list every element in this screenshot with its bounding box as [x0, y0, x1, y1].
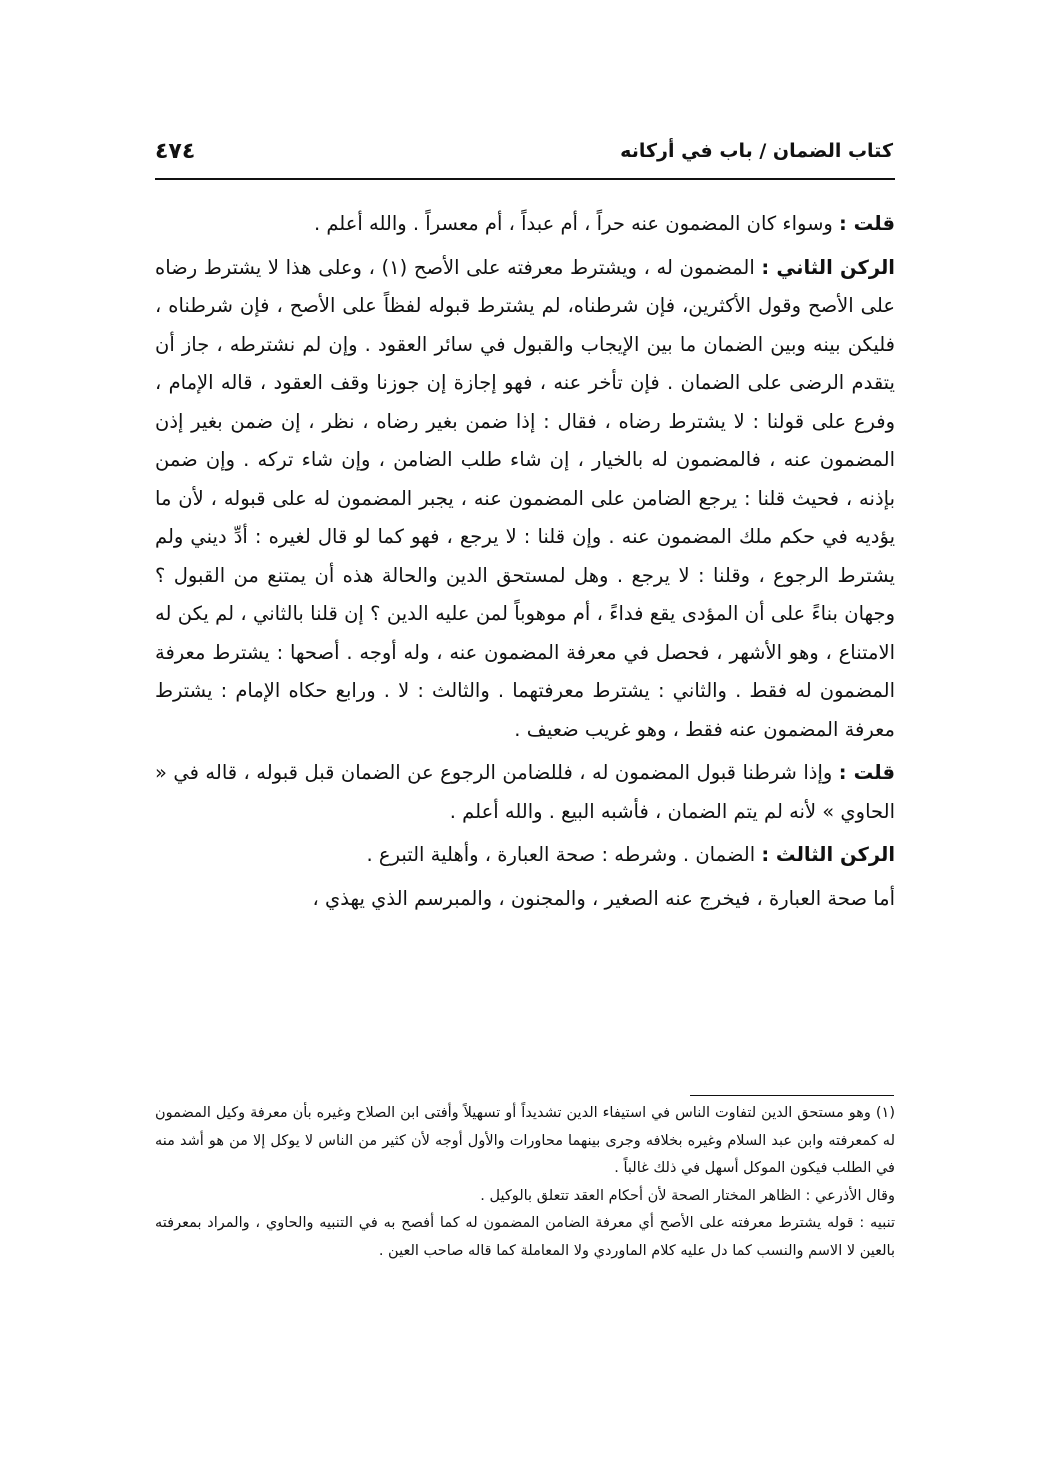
paragraph-4-text: الضمان . وشرطه : صحة العبارة ، وأهلية التبرع . — [366, 843, 762, 866]
paragraph-1-text: وسواء كان المضمون عنه حراً ، أم عبداً ، أم معسراً . والله أعلم . — [313, 212, 840, 235]
paragraph-2 — [155, 249, 895, 750]
footnotes — [155, 1100, 895, 1265]
paragraph-2-lead: الركن الثاني : — [761, 255, 895, 279]
footnote-3: تنبيه : قوله يشترط معرفته على الأصح أي معرفة الضامن المضمون له كما أفصح به في التنبيه والحاوي ، والمراد بمعرفته بالعين لا الاسم والنسب كما دل عليه كلام الماوردي ولا المعاملة كما قاله صاحب العين . — [155, 1215, 895, 1259]
page-number: ٤٧٤ — [155, 138, 196, 164]
paragraph-1-lead: قلت : — [839, 212, 895, 235]
footnote-1: (١) وهو مستحق الدين لتفاوت الناس في استيفاء الدين تشديداً أو تسهيلاً وأفتى ابن الصلاح وغيره بأن معرفة وكيل المضمون له كمعرفته وابن عبد السلام وغيره بخلافه وجرى بينهما محاورات والأول أوجه لأن كثير من الناس لا يوكل إلا من هو أشد منه في الطلب فيكون الموكل أسهل في ذلك غالباً . — [155, 1105, 895, 1176]
paragraph-3 — [155, 754, 895, 831]
header-rule — [155, 178, 895, 180]
main-text — [155, 205, 895, 923]
running-title: كتاب الضمان / باب في أركانه — [620, 140, 893, 162]
paragraph-2-text: المضمون له ، ويشترط معرفته على الأصح (١) ، وعلى هذا لا يشترط رضاه على الأصح وقول الأكثرين، فإن شرطناه، لم يشترط قبوله لفظاً على الأصح ، فإن شرطناه ، فليكن بينه وبين الضمان ما بين الإيجاب والقبول في سائر العقود . وإن لم نشترطه ، جاز أن يتقدم الرضى على الضمان . فإن تأخر عنه ، فهو إجازة إن جوزنا وقف العقود ، قاله الإمام ، وفرع على قولنا : لا يشترط رضاه ، فقال : إذا ضمن بغير رضاه ، نظر ، إن ضمن بغير إذن المضمون عنه ، فالمضمون له بالخيار ، إن شاء طلب الضامن ، وإن شاء تركه . وإن ضمن بإذنه ، فحيث قلنا : يرجع الضامن على المضمون عنه ، يجبر المضمون له على قبوله ، لأن ما يؤديه في حكم ملك المضمون عنه . وإن قلنا : لا يرجع ، فهو كما لو قال لغيره : أدِّ ديني ولم يشترط الرجوع ، وقلنا : لا يرجع . وهل لمستحق الدين والحالة هذه أن يمتنع من القبول ؟ وجهان بناءً على أن المؤدى يقع فداءً ، أم موهوباً لمن عليه الدين ؟ إن قلنا بالثاني ، لم يكن له الامتناع ، وهو الأشهر ، فحصل في معرفة المضمون عنه ، وله أوجه . أصحها : يشترط معرفة المضمون له فقط . والثاني : يشترط معرفتهما . والثالث : لا . ورابع حكاه الإمام : يشترط معرفة المضمون عنه فقط ، وهو غريب ضعيف . — [155, 255, 895, 741]
paragraph-4 — [155, 836, 895, 875]
paragraph-3-lead: قلت : — [838, 761, 895, 784]
paragraph-1 — [155, 205, 895, 244]
footnote-2: وقال الأذرعي : الظاهر المختار الصحة لأن أحكام العقد تتعلق بالوكيل . — [480, 1187, 895, 1204]
footnote-rule — [690, 1095, 894, 1096]
paragraph-3-text: وإذا شرطنا قبول المضمون له ، فللضامن الرجوع عن الضمان قبل قبوله ، قاله في « الحاوي » لأنه لم يتم الضمان ، فأشبه البيع . والله أعلم . — [155, 761, 895, 823]
paragraph-4-lead: الركن الثالث : — [761, 843, 895, 866]
paragraph-5: أما صحة العبارة ، فيخرج عنه الصغير ، والمجنون ، والمبرسم الذي يهذي ، — [312, 886, 895, 910]
page-header — [155, 128, 893, 174]
